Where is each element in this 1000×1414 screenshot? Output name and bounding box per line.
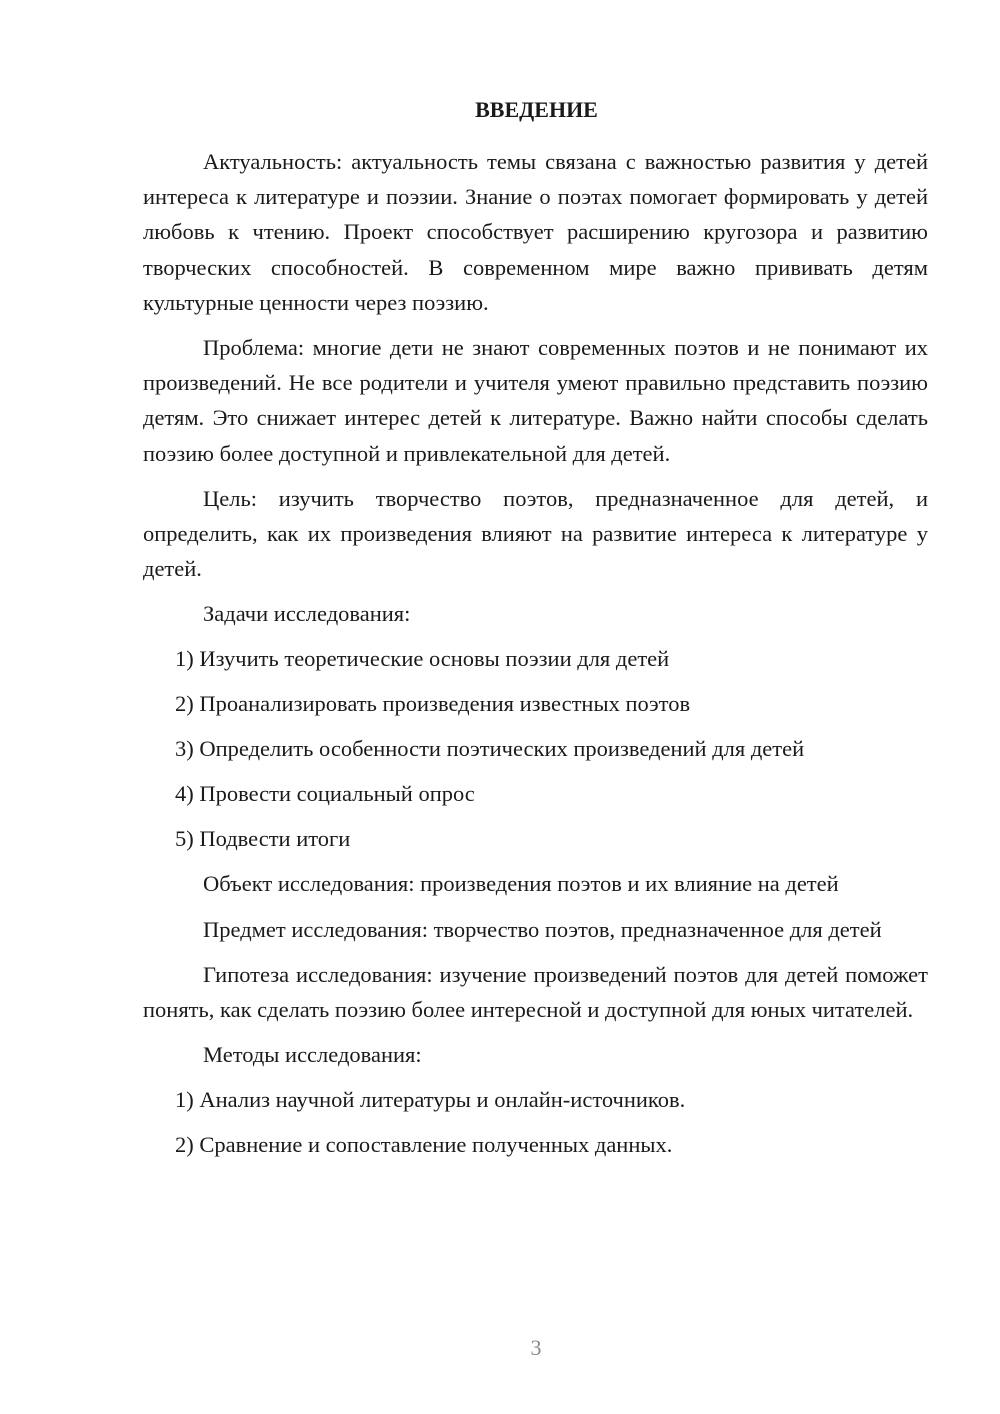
goal-paragraph: Цель: изучить творчество поэтов, предназначенное для детей, и определить, как их произведения влияют на развитие интереса к литературе у детей. xyxy=(143,485,928,582)
section-heading: ВВЕДЕНИЕ xyxy=(475,97,598,122)
method-item-1: 1) Анализ научной литературы и онлайн-источников. xyxy=(175,1087,686,1113)
tasks-title: Задачи исследования: xyxy=(203,601,411,627)
task-item-3: 3) Определить особенности поэтических произведений для детей xyxy=(175,736,805,762)
page-number: 3 xyxy=(530,1335,542,1360)
page-content xyxy=(143,93,928,1172)
task-item-1: 1) Изучить теоретические основы поэзии для детей xyxy=(175,646,670,672)
method-item-2: 2) Сравнение и сопоставление полученных данных. xyxy=(175,1132,673,1158)
relevance-paragraph: Актуальность: актуальность темы связана с важностью развития у детей интереса к литературе и поэзии. Знание о поэтах помогает формировать у детей любовь к чтению. Проект способствует расширению кругозора и развитию творческих способностей. В современном мире важно прививать детям культурные ценности через поэзию. xyxy=(143,149,928,315)
task-item-5: 5) Подвести итоги xyxy=(175,826,351,852)
methods-title: Методы исследования: xyxy=(203,1042,422,1068)
hypothesis-paragraph: Гипотеза исследования: изучение произведений поэтов для детей поможет понять, как сделать поэзию более интересной и доступной для юных читателей. xyxy=(143,961,928,1023)
problem-paragraph: Проблема: многие дети не знают современных поэтов и не понимают их произведений. Не все родители и учителя умеют правильно представить поэзию детям. Это снижает интерес детей к литературе. Важно найти способы сделать поэзию более доступной и привлекательной для детей. xyxy=(143,335,928,466)
object-paragraph: Объект исследования: произведения поэтов и их влияние на детей xyxy=(203,871,839,897)
task-item-4: 4) Провести социальный опрос xyxy=(175,781,475,807)
subject-paragraph: Предмет исследования: творчество поэтов, предназначенное для детей xyxy=(203,916,882,942)
task-item-2: 2) Проанализировать произведения известных поэтов xyxy=(175,691,691,717)
